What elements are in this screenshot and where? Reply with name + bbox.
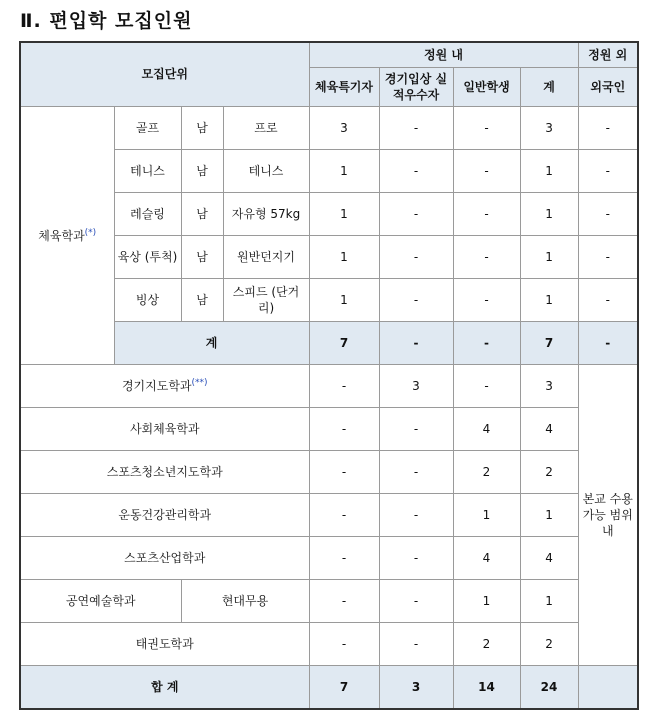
total-count: 4 bbox=[520, 537, 578, 580]
award-count: - bbox=[379, 107, 453, 150]
general-count: 1 bbox=[453, 494, 520, 537]
grand-total-award: 3 bbox=[379, 666, 453, 710]
table-row bbox=[20, 107, 638, 150]
table-row bbox=[20, 365, 638, 408]
gender-cell: 남 bbox=[181, 193, 223, 236]
dept-name-cell bbox=[20, 408, 309, 451]
event-cell: 원반던지기 bbox=[223, 236, 309, 279]
dept-note: (**) bbox=[191, 378, 208, 389]
gender-cell: 남 bbox=[181, 107, 223, 150]
general-count: - bbox=[453, 193, 520, 236]
athlete-count: 1 bbox=[309, 279, 379, 322]
pe-subtotal-total: 7 bbox=[520, 322, 578, 365]
dept-name-cell bbox=[20, 537, 309, 580]
total-count: 3 bbox=[520, 365, 578, 408]
event-cell: 자유형 57kg bbox=[223, 193, 309, 236]
total-count: 1 bbox=[520, 580, 578, 623]
dept-name-cell bbox=[20, 451, 309, 494]
award-count: - bbox=[379, 408, 453, 451]
athlete-count: - bbox=[309, 537, 379, 580]
dept-name-cell bbox=[20, 365, 309, 408]
sport-cell: 빙상 bbox=[114, 279, 181, 322]
general-count: - bbox=[453, 279, 520, 322]
general-count: 2 bbox=[453, 451, 520, 494]
pe-dept-note: (*) bbox=[84, 227, 97, 238]
general-count: - bbox=[453, 150, 520, 193]
award-count: - bbox=[379, 193, 453, 236]
general-count: 1 bbox=[453, 580, 520, 623]
general-count: 4 bbox=[453, 537, 520, 580]
sport-cell: 레슬링 bbox=[114, 193, 181, 236]
award-count: - bbox=[379, 580, 453, 623]
total-count: 4 bbox=[520, 408, 578, 451]
table-row bbox=[20, 580, 638, 623]
total-count: 2 bbox=[520, 451, 578, 494]
tkd-dept-name: 태권도학과 bbox=[20, 623, 309, 666]
award-count: - bbox=[379, 150, 453, 193]
header-total: 계 bbox=[520, 68, 578, 107]
pe-subtotal-general: - bbox=[453, 322, 520, 365]
total-count: 1 bbox=[520, 279, 578, 322]
grand-total-label: 합 계 bbox=[20, 666, 309, 710]
foreign-note-cell: 본교 수용 가능 범위 내 bbox=[578, 365, 638, 666]
total-count: 1 bbox=[520, 236, 578, 279]
award-count: - bbox=[379, 236, 453, 279]
event-cell: 스피드 (단거리) bbox=[223, 279, 309, 322]
grand-total-row bbox=[20, 666, 638, 710]
foreign-count: - bbox=[578, 150, 638, 193]
header-row-1 bbox=[20, 42, 638, 68]
header-athlete: 체육특기자 bbox=[309, 68, 379, 107]
dept-name: 경기지도학과 bbox=[121, 379, 192, 394]
general-count: - bbox=[453, 365, 520, 408]
header-award: 경기입상 실적우수자 bbox=[379, 68, 453, 107]
athlete-count: - bbox=[309, 408, 379, 451]
grand-total-athlete: 7 bbox=[309, 666, 379, 710]
general-count: 2 bbox=[453, 623, 520, 666]
athlete-count: 1 bbox=[309, 236, 379, 279]
total-count: 1 bbox=[520, 150, 578, 193]
athlete-count: - bbox=[309, 451, 379, 494]
athlete-count: - bbox=[309, 494, 379, 537]
table-row bbox=[20, 623, 638, 666]
header-outside-quota: 정원 외 bbox=[578, 42, 638, 68]
table-row bbox=[20, 537, 638, 580]
gender-cell: 남 bbox=[181, 150, 223, 193]
table-row bbox=[20, 494, 638, 537]
table-row bbox=[20, 408, 638, 451]
dept-name-cell bbox=[20, 494, 309, 537]
general-count: - bbox=[453, 236, 520, 279]
total-count: 2 bbox=[520, 623, 578, 666]
athlete-count: - bbox=[309, 365, 379, 408]
sport-cell: 골프 bbox=[114, 107, 181, 150]
grand-total-foreign-empty bbox=[578, 666, 638, 710]
sport-cell: 육상 (투척) bbox=[114, 236, 181, 279]
athlete-count: 1 bbox=[309, 150, 379, 193]
sport-cell: 테니스 bbox=[114, 150, 181, 193]
pe-subtotal-label: 계 bbox=[114, 322, 309, 365]
header-general: 일반학생 bbox=[453, 68, 520, 107]
header-foreign: 외국인 bbox=[578, 68, 638, 107]
header-unit: 모집단위 bbox=[20, 42, 309, 107]
grand-total-general: 14 bbox=[453, 666, 520, 710]
athlete-count: 3 bbox=[309, 107, 379, 150]
recruitment-table bbox=[19, 41, 639, 710]
dept-name: 운동건강관리학과 bbox=[118, 507, 212, 522]
table-row bbox=[20, 451, 638, 494]
gender-cell: 남 bbox=[181, 236, 223, 279]
award-count: - bbox=[379, 537, 453, 580]
award-count: - bbox=[379, 279, 453, 322]
pe-dept-name: 체육학과 bbox=[38, 228, 85, 243]
award-count: - bbox=[379, 451, 453, 494]
grand-total-total: 24 bbox=[520, 666, 578, 710]
award-count: - bbox=[379, 494, 453, 537]
foreign-count: - bbox=[578, 193, 638, 236]
athlete-count: 1 bbox=[309, 193, 379, 236]
pe-subtotal-award: - bbox=[379, 322, 453, 365]
foreign-count: - bbox=[578, 107, 638, 150]
foreign-count: - bbox=[578, 279, 638, 322]
pe-subtotal-athlete: 7 bbox=[309, 322, 379, 365]
foreign-count: - bbox=[578, 236, 638, 279]
total-count: 1 bbox=[520, 494, 578, 537]
dept-name: 스포츠산업학과 bbox=[124, 550, 206, 565]
athlete-count: - bbox=[309, 580, 379, 623]
award-count: 3 bbox=[379, 365, 453, 408]
pe-subtotal-foreign: - bbox=[578, 322, 638, 365]
pe-dept-cell bbox=[20, 107, 114, 365]
general-count: 4 bbox=[453, 408, 520, 451]
gender-cell: 남 bbox=[181, 279, 223, 322]
page-title: Ⅱ. 편입학 모집인원 bbox=[20, 10, 193, 32]
header-within-quota: 정원 내 bbox=[309, 42, 578, 68]
award-count: - bbox=[379, 623, 453, 666]
event-cell: 프로 bbox=[223, 107, 309, 150]
athlete-count: - bbox=[309, 623, 379, 666]
general-count: - bbox=[453, 107, 520, 150]
dept-name: 스포츠청소년지도학과 bbox=[106, 464, 223, 479]
total-count: 3 bbox=[520, 107, 578, 150]
total-count: 1 bbox=[520, 193, 578, 236]
dept-name: 사회체육학과 bbox=[129, 421, 200, 436]
event-cell: 테니스 bbox=[223, 150, 309, 193]
arts-dept-name: 공연예술학과 bbox=[20, 580, 181, 623]
arts-major: 현대무용 bbox=[181, 580, 309, 623]
